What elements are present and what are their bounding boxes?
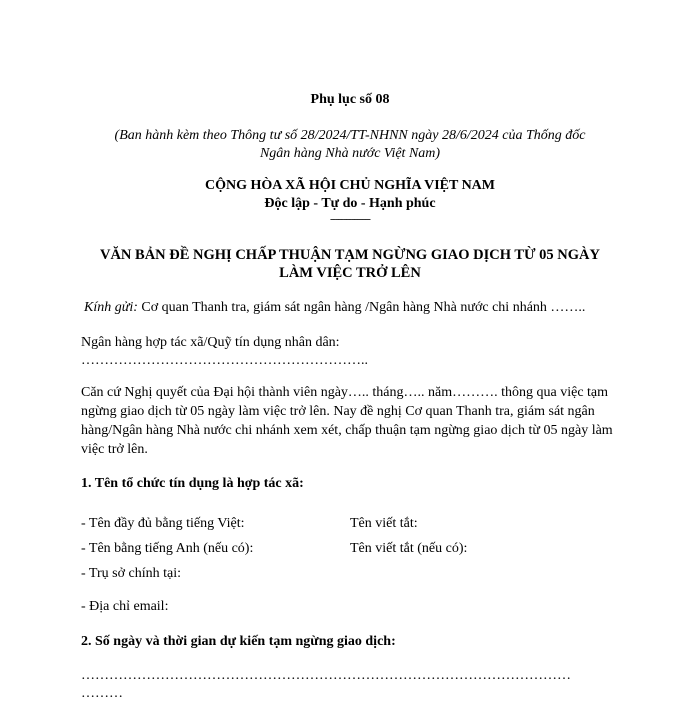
full-name-en-label: - Tên bằng tiếng Anh (nếu có): xyxy=(81,541,254,556)
email-label: - Địa chỉ email: xyxy=(81,599,169,614)
recipient-line xyxy=(84,299,585,317)
recipient-text: Cơ quan Thanh tra, giám sát ngân hàng /Ngân hàng Nhà nước chi nhánh …….. xyxy=(137,300,586,315)
head-office-label: - Trụ sở chính tại: xyxy=(81,566,181,581)
short-name-en-label: Tên viết tắt (nếu có): xyxy=(350,541,468,556)
issued-by-line-1: (Ban hành kèm theo Thông tư số 28/2024/TT-NHNN ngày 28/6/2024 của Thống đốc xyxy=(114,128,586,143)
national-title: CỘNG HÒA XÃ HỘI CHỦ NGHĨA VIỆT NAM xyxy=(204,178,495,193)
section-2-dots-line-1: …………………………………………………………………………………………… xyxy=(81,668,571,683)
recipient-label: Kính gửi: xyxy=(84,300,138,315)
bank-label: Ngân hàng hợp tác xã/Quỹ tín dụng nhân dân: xyxy=(81,335,340,350)
motto-rule: --------------- xyxy=(330,213,370,225)
section-1-heading: 1. Tên tổ chức tín dụng là hợp tác xã: xyxy=(81,476,304,491)
document-title-line-1: VĂN BẢN ĐỀ NGHỊ CHẤP THUẬN TẠM NGỪNG GIAO DỊCH TỪ 05 NGÀY xyxy=(99,247,600,263)
issued-by-line-2: Ngân hàng Nhà nước Việt Nam) xyxy=(259,146,441,161)
short-name-label: Tên viết tắt: xyxy=(350,516,418,531)
section-2-heading: 2. Số ngày và thời gian dự kiến tạm ngừng giao dịch: xyxy=(81,634,396,649)
section-2-dots-line-2: ……… xyxy=(81,686,123,701)
basis-paragraph: Căn cứ Nghị quyết của Đại hội thành viên ngày….. tháng….. năm………. thông qua việc tạm ngừng giao dịch từ 05 ngày làm việc trở lên. Nay đề nghị Cơ quan Thanh tra, giám sát ngân hàng/Ngân hàng Nhà nước chi nhánh xem xét, chấp thuận tạm ngừng giao dịch từ 05 ngày làm việc trở lên. xyxy=(81,385,613,457)
full-name-vi-label: - Tên đầy đủ bằng tiếng Việt: xyxy=(81,516,245,531)
bank-name-dots: …………………………………………………….. xyxy=(81,353,368,368)
document-title-line-2: LÀM VIỆC TRỞ LÊN xyxy=(279,265,421,281)
national-motto: Độc lập - Tự do - Hạnh phúc xyxy=(264,196,436,211)
appendix-number: Phụ lục số 08 xyxy=(310,92,390,107)
